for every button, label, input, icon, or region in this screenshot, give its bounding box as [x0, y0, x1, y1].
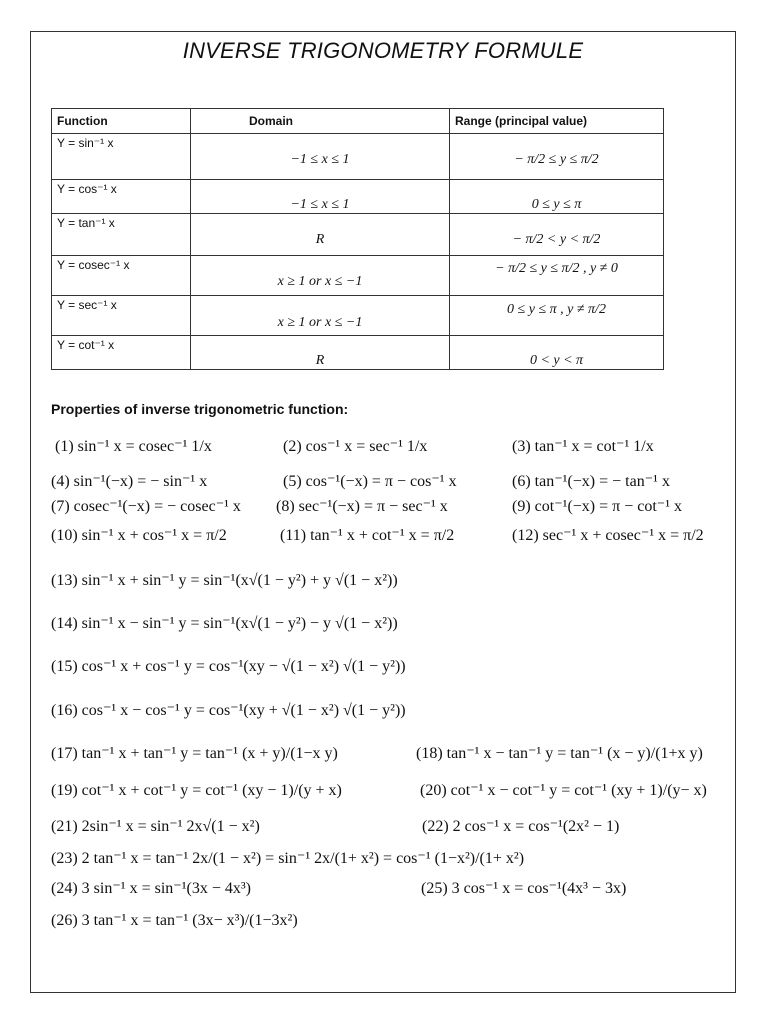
formula-item: (9) cot⁻¹(−x) = π − cot⁻¹ x [512, 498, 683, 515]
row-function: Y = sec⁻¹ x [57, 298, 117, 312]
formula-item: (18) tan⁻¹ x − tan⁻¹ y = tan⁻¹ (x − y)/(1+x y) [416, 745, 703, 762]
row-function: Y = tan⁻¹ x [57, 216, 115, 230]
formula-item: (21) 2sin⁻¹ x = sin⁻¹ 2x√(1 − x²) [51, 818, 260, 835]
formula-item: (14) sin⁻¹ x − sin⁻¹ y = sin⁻¹(x√(1 − y²) − y √(1 − x²)) [51, 615, 398, 632]
formula-item: (25) 3 cos⁻¹ x = cos⁻¹(4x³ − 3x) [421, 880, 627, 897]
row-range: 0 ≤ y ≤ π , y ≠ π/2 [507, 302, 606, 317]
formula-item: (7) cosec⁻¹(−x) = − cosec⁻¹ x [51, 498, 241, 515]
row-function: Y = sin⁻¹ x [57, 136, 114, 150]
table-row [52, 214, 664, 256]
row-function: Y = cos⁻¹ x [57, 182, 117, 196]
formula-item: (5) cos⁻¹(−x) = π − cos⁻¹ x [283, 473, 457, 490]
row-range: 0 ≤ y ≤ π [531, 197, 582, 212]
formula-item: (8) sec⁻¹(−x) = π − sec⁻¹ x [276, 498, 448, 515]
formula-item: (4) sin⁻¹(−x) = − sin⁻¹ x [51, 473, 208, 490]
table-row [52, 256, 664, 296]
formula-item: (24) 3 sin⁻¹ x = sin⁻¹(3x − 4x³) [51, 880, 251, 897]
row-domain: x ≥ 1 or x ≤ −1 [277, 274, 363, 289]
row-function: Y = cosec⁻¹ x [57, 258, 130, 272]
row-domain: x ≥ 1 or x ≤ −1 [277, 315, 363, 330]
row-domain: −1 ≤ x ≤ 1 [290, 152, 350, 167]
formula-item: (1) sin⁻¹ x = cosec⁻¹ 1/x [55, 438, 212, 455]
table-row [52, 296, 664, 336]
row-domain: −1 ≤ x ≤ 1 [290, 197, 350, 212]
section-title: Properties of inverse trigonometric function: [51, 401, 349, 417]
table-row [52, 180, 664, 214]
formula-item: (2) cos⁻¹ x = sec⁻¹ 1/x [283, 438, 428, 455]
page-title: INVERSE TRIGONOMETRY FORMULE [182, 38, 584, 63]
header-domain: Domain [191, 109, 450, 134]
formula-item: (26) 3 tan⁻¹ x = tan⁻¹ (3x− x³)/(1−3x²) [51, 912, 298, 929]
row-range: − π/2 < y < π/2 [512, 232, 601, 247]
formula-item: (3) tan⁻¹ x = cot⁻¹ 1/x [512, 438, 654, 455]
header-function: Function [52, 109, 191, 134]
formula-item: (22) 2 cos⁻¹ x = cos⁻¹(2x² − 1) [422, 818, 620, 835]
row-domain: R [315, 232, 325, 247]
formula-item: (10) sin⁻¹ x + cos⁻¹ x = π/2 [51, 527, 227, 544]
formula-item: (23) 2 tan⁻¹ x = tan⁻¹ 2x/(1 − x²) = sin⁻¹ 2x/(1+ x²) = cos⁻¹ (1−x²)/(1+ x²) [51, 850, 525, 867]
formula-item: (19) cot⁻¹ x + cot⁻¹ y = cot⁻¹ (xy − 1)/(y + x) [51, 782, 342, 799]
formula-item: (12) sec⁻¹ x + cosec⁻¹ x = π/2 [512, 527, 704, 544]
formula-item: (20) cot⁻¹ x − cot⁻¹ y = cot⁻¹ (xy + 1)/(y− x) [420, 782, 707, 799]
formula-item: (17) tan⁻¹ x + tan⁻¹ y = tan⁻¹ (x + y)/(1−x y) [51, 745, 338, 762]
domain-range-table [51, 108, 664, 370]
row-range: − π/2 ≤ y ≤ π/2 , y ≠ 0 [495, 261, 618, 276]
row-range: 0 < y < π [529, 353, 584, 368]
formula-item: (11) tan⁻¹ x + cot⁻¹ x = π/2 [280, 527, 455, 544]
row-range: − π/2 ≤ y ≤ π/2 [514, 152, 599, 167]
header-range: Range (principal value) [450, 109, 664, 134]
table-row [52, 336, 664, 370]
row-domain: R [315, 353, 325, 368]
table-header-row [52, 109, 664, 134]
formula-sheet [30, 31, 736, 993]
formula-item: (13) sin⁻¹ x + sin⁻¹ y = sin⁻¹(x√(1 − y²) + y √(1 − x²)) [51, 572, 398, 589]
table-row [52, 134, 664, 180]
formula-item: (6) tan⁻¹(−x) = − tan⁻¹ x [512, 473, 670, 490]
formula-item: (16) cos⁻¹ x − cos⁻¹ y = cos⁻¹(xy + √(1 − x²) √(1 − y²)) [51, 702, 406, 719]
row-function: Y = cot⁻¹ x [57, 338, 115, 352]
formula-item: (15) cos⁻¹ x + cos⁻¹ y = cos⁻¹(xy − √(1 − x²) √(1 − y²)) [51, 658, 406, 675]
